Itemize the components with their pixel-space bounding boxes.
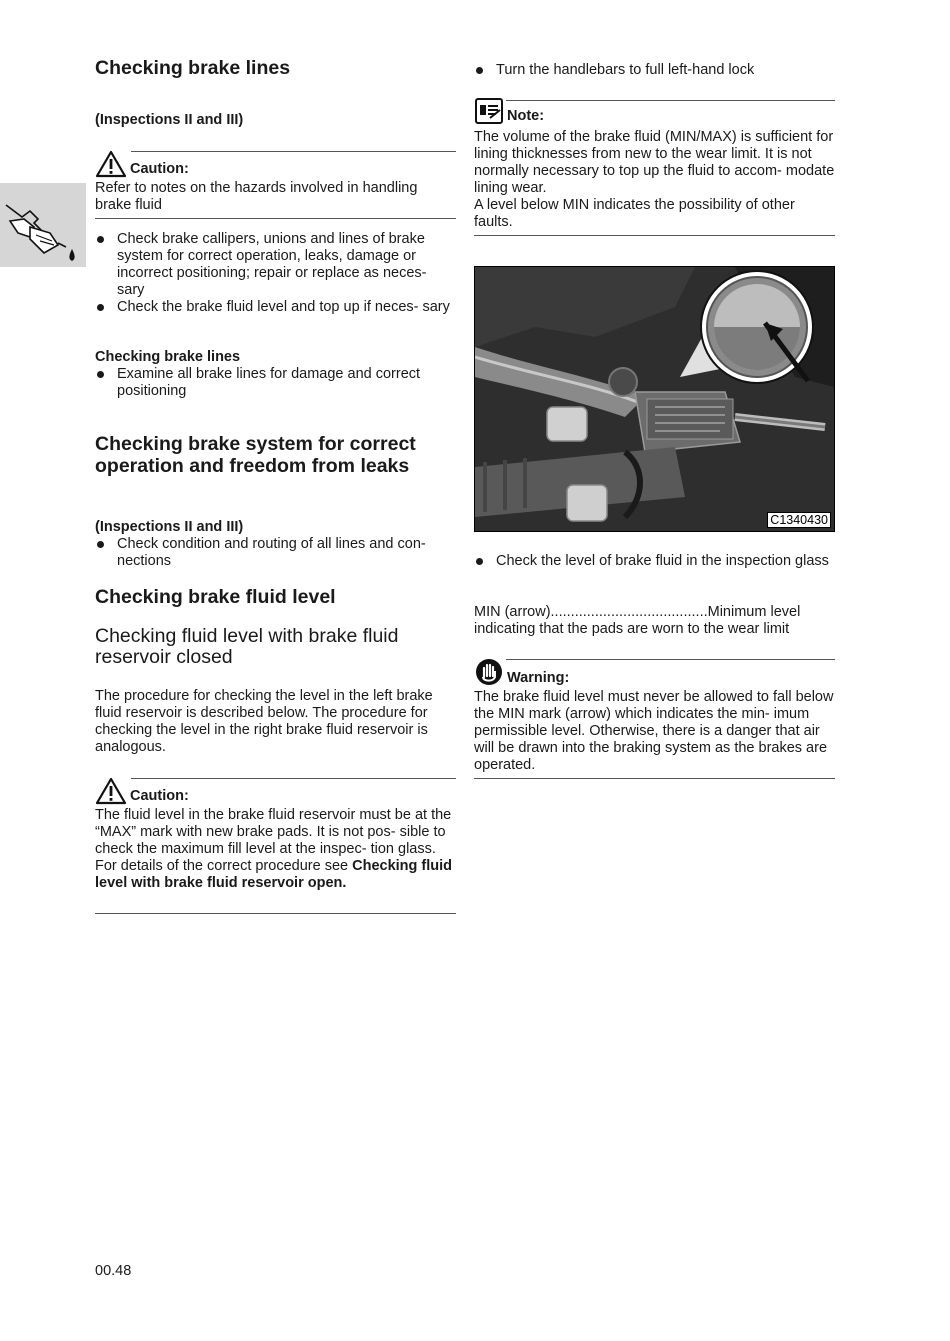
- note-label: Note:: [507, 108, 545, 124]
- list-item: Check the brake fluid level and top up if neces- sary: [95, 299, 456, 316]
- section-tab: [0, 183, 86, 267]
- bullet-list-inspection-glass: [474, 553, 835, 570]
- bullet-list-condition: [95, 536, 456, 570]
- caution2-bottom-rule: [95, 913, 456, 914]
- inspections-label-2: (Inspections II and III): [95, 519, 244, 535]
- bullet-icon: [476, 67, 483, 74]
- list-item: Check condition and routing of all lines and con- nections: [95, 536, 456, 570]
- list-item: Check the level of brake fluid in the inspection glass: [474, 553, 835, 570]
- heading-checking-brake-lines: Checking brake lines: [95, 57, 291, 79]
- bullet-list-handlebars: [474, 62, 835, 79]
- note-pencil-icon: [474, 97, 504, 125]
- warning-triangle-icon: [95, 150, 127, 178]
- reservoir-illustration: [475, 267, 834, 531]
- caution2-reference: Checking fluid level with brake fluid reservoir open.: [95, 858, 453, 891]
- brake-reservoir-photo: [474, 266, 835, 532]
- procedure-paragraph: The procedure for checking the level in the left brake fluid reservoir is described below. The procedure for checking the level in the right brake fluid reservoir is analogous.: [95, 688, 433, 755]
- note-bottom-rule: [474, 235, 835, 236]
- warning-bottom-rule: [474, 778, 835, 779]
- bullet-icon: [97, 304, 104, 311]
- note-text: The volume of the brake fluid (MIN/MAX) is sufficient for lining thicknesses from new to the wear limit. It is not normally necessary to top up the fluid to accom- modate lining wear.: [474, 129, 835, 196]
- note-text-2: A level below MIN indicates the possibility of other faults.: [474, 197, 795, 230]
- list-item: Examine all brake lines for damage and correct positioning: [95, 366, 456, 400]
- list-item: Check brake callipers, unions and lines of brake system for correct operation, leaks, damage or incorrect positioning; repair or replace as neces- sary: [95, 231, 456, 299]
- heading-brake-system-line1: Checking brake system for correct: [95, 433, 416, 455]
- page-number: 00.48: [95, 1263, 132, 1279]
- bullet-icon: [476, 558, 483, 565]
- bullet-icon: [97, 541, 104, 548]
- warning-label: Warning:: [507, 670, 570, 686]
- heading-reservoir-closed-line2: reservoir closed: [95, 646, 233, 668]
- figure-code: C1340430: [767, 512, 831, 528]
- caution-header: [95, 150, 189, 178]
- min-legend-line2: indicating that the pads are worn to the wear limit: [474, 621, 790, 637]
- heading-brake-fluid-level: Checking brake fluid level: [95, 586, 336, 608]
- bullet-icon: [97, 371, 104, 378]
- warning-header: [474, 657, 569, 687]
- caution-text: Refer to notes on the hazards involved in handling brake fluid: [95, 180, 418, 213]
- heading-brake-system-line2: operation and freedom from leaks: [95, 455, 410, 477]
- heading-reservoir-closed-line1: Checking fluid level with brake fluid: [95, 625, 399, 647]
- inspections-label: (Inspections II and III): [95, 112, 244, 128]
- min-legend-line1: MIN (arrow).......................................Minimum level: [474, 604, 801, 620]
- caution2-header: [95, 777, 189, 805]
- stop-hand-icon: [474, 657, 504, 687]
- warning-triangle-icon: [95, 777, 127, 805]
- bullet-icon: [97, 236, 104, 243]
- caution-label: Caution:: [130, 161, 189, 177]
- list-item: Turn the handlebars to full left-hand lock: [474, 62, 835, 79]
- note-header: [474, 97, 544, 125]
- subheading-checking-brake-lines: Checking brake lines: [95, 349, 241, 365]
- caution-bottom-rule: [95, 218, 456, 219]
- bullet-list-brake-checks: [95, 231, 456, 316]
- bullet-list-examine: [95, 366, 456, 400]
- note-top-rule: [506, 100, 835, 101]
- brake-fluid-hand-icon: [0, 183, 86, 267]
- caution2-label: Caution:: [130, 788, 189, 804]
- warning-text: The brake fluid level must never be allowed to fall below the MIN mark (arrow) which indicates the min- imum permissible level. Otherwise, there is a danger that air will be drawn into the braking system as the brakes are operated.: [474, 689, 834, 773]
- caution2-text: The fluid level in the brake fluid reservoir must be at the “MAX” mark with new brake pads. It is not pos- sible to check the maximum fill level at the inspec- tion glass. For details of the correct procedure see Checking fluid level with brake fluid reservoir open.: [95, 807, 453, 891]
